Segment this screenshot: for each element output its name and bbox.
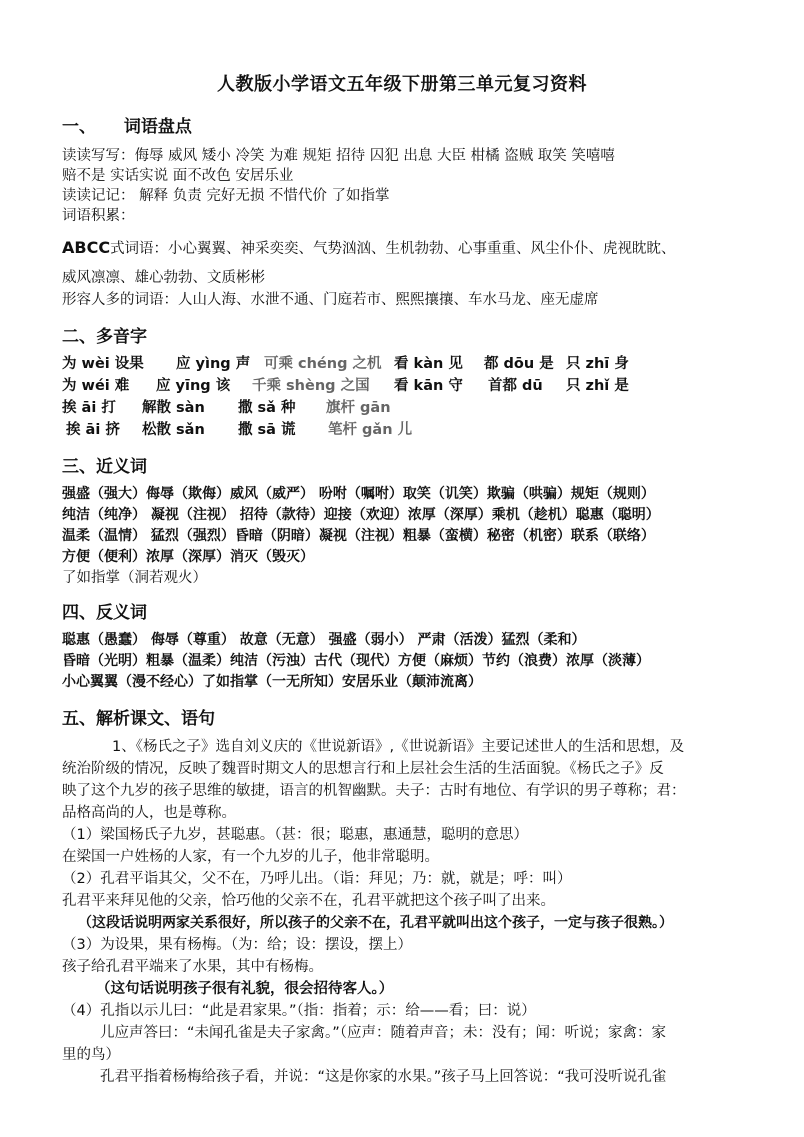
polyphone: 只 zhǐ 是 <box>566 378 629 394</box>
sec5-para-line-2: 统治阶级的情况，反映了魏晋时期文人的思想言行和上层社会生活的生活面貌。《杨氏之子》反 <box>62 761 664 777</box>
sec1-line-3: 读读记记： 解释 负责 完好无损 不惜代价 了如指掌 <box>62 188 390 204</box>
sec5-para-line-1: 1、《杨氏之子》选自刘义庆的《世说新语》,《世说新语》主要记述世人的生活和思想，及 <box>112 739 685 755</box>
sec5-note-2: （这句话说明孩子很有礼貌，很会招待客人。） <box>96 981 394 997</box>
section-1-number: 一、 <box>62 117 96 137</box>
polyphone: 首都 dū <box>488 378 543 394</box>
polyphone-row-4 <box>66 420 412 440</box>
sec5-para-line-4: 品格高尚的人，也是尊称。 <box>62 805 236 821</box>
section-1-title: 词语盘点 <box>123 117 192 137</box>
sec1-line-2: 赔不是 实话实说 面不改色 安居乐业 <box>62 168 294 184</box>
section-3-heading: 三、近义词 <box>62 457 147 477</box>
polyphone: 笔杆 gǎn 儿 <box>328 422 413 438</box>
sec4-line-1: 聪惠（愚蠢） 侮辱（尊重） 故意（无意） 强盛（弱小） 严肃（活泼）猛烈（柔和） <box>62 632 586 648</box>
sec3-line-1: 强盛（强大）侮辱（欺侮）威风（威严） 吩咐（嘱咐）取笑（讥笑）欺骗（哄骗）规矩（规则） <box>62 486 655 502</box>
polyphone-row-2 <box>62 376 629 396</box>
polyphone: 看 kān 守 <box>394 378 463 394</box>
polyphone: 只 zhī 身 <box>566 356 629 372</box>
polyphone: 应 yīng 该 <box>156 378 231 394</box>
sec1-line-1: 读读写写：侮辱 威风 矮小 冷笑 为难 规矩 招待 囚犯 出息 大臣 柑橘 盗贼 取笑 笑嘻嘻 <box>62 148 615 164</box>
polyphone: 解散 sàn <box>142 400 205 416</box>
section-5-heading: 五、解析课文、语句 <box>62 709 215 729</box>
sec1-line-7: 形容人多的词语：人山人海、水泄不通、门庭若市、熙熙攘攘、车水马龙、座无虚席 <box>62 292 599 308</box>
sec1-line-4: 词语积累： <box>62 208 135 224</box>
polyphone: 可乘 chéng 之机 <box>264 356 382 372</box>
section-1-heading <box>62 112 192 137</box>
polyphone: 旗杆 gān <box>326 400 391 416</box>
sec4-line-2: 昏暗（光明）粗暴（温柔）纯洁（污浊）古代（现代）方便（麻烦）节约（浪费）浓厚（淡薄） <box>62 653 650 669</box>
sec5-line-13: （4）孔指以示儿曰：“此是君家果。”（指：指着；示：给——看；曰：说） <box>62 1003 536 1019</box>
sec4-line-3: 小心翼翼（漫不经心）了如指掌（一无所知）安居乐业（颠沛流离） <box>62 674 482 690</box>
section-4-heading: 四、反义词 <box>62 603 147 623</box>
polyphone: 都 dōu 是 <box>484 356 554 372</box>
abcc-words: 式词语：小心翼翼、神采奕奕、气势汹汹、生机勃勃、心事重重、风尘仆仆、虎视眈眈、 <box>110 241 676 257</box>
sec3-line-4: 方便（便利）浓厚（深厚）消灭（毁灭） <box>62 549 314 565</box>
polyphone-row-3 <box>62 398 391 418</box>
polyphone: 撒 sā 谎 <box>238 422 296 438</box>
polyphone: 挨 āi 挤 <box>66 422 120 438</box>
abcc-label: ABCC <box>62 238 111 257</box>
sec3-line-2: 纯洁（纯净） 凝视（注视） 招待（款待）迎接（欢迎）浓厚（深厚）乘机（趁机）聪惠（聪明） <box>62 507 660 523</box>
sec5-line-11: 孩子给孔君平端来了水果，其中有杨梅。 <box>62 959 323 975</box>
polyphone: 应 yìng 声 <box>176 356 251 372</box>
polyphone: 松散 sǎn <box>142 422 205 438</box>
sec5-line-7: （2）孔君平诣其父，父不在，乃呼儿出。（诣：拜见；乃：就，就是；呼：叫） <box>62 871 572 887</box>
polyphone: 挨 āi 打 <box>62 400 116 416</box>
page-title: 人教版小学语文五年级下册第三单元复习资料 <box>217 74 587 95</box>
sec5-line-10: （3）为设果，果有杨梅。（为：给；设：摆设，摆上） <box>62 937 412 953</box>
sec1-line-6: 威风凛凛、雄心勃勃、文质彬彬 <box>62 270 265 286</box>
section-2-heading: 二、多音字 <box>62 327 147 347</box>
sec5-line-6: 在梁国一户姓杨的人家，有一个九岁的儿子，他非常聪明。 <box>62 849 439 865</box>
sec5-para-line-3: 映了这个九岁的孩子思维的敏捷，语言的机智幽默。夫子：古时有地位、有学识的男子尊称；君： <box>62 783 686 799</box>
polyphone-row-1 <box>62 354 629 374</box>
sec5-line-8: 孔君平来拜见他的父亲，恰巧他的父亲不在，孔君平就把这个孩子叫了出来。 <box>62 893 555 909</box>
sec3-line-5: 了如指掌（洞若观火） <box>62 570 207 586</box>
sec5-line-5: （1）梁国杨氏子九岁，甚聪惠。（甚：很；聪惠，惠通慧，聪明的意思） <box>62 827 528 843</box>
polyphone: 为 wèi 设果 <box>62 356 144 372</box>
sec3-line-3: 温柔（温情） 猛烈（强烈）昏暗（阴暗）凝视（注视）粗暴（蛮横）秘密（机密）联系（联络） <box>62 528 655 544</box>
polyphone: 为 wéi 难 <box>62 378 130 394</box>
sec1-line-5 <box>62 238 676 259</box>
sec5-line-16: 孔君平指着杨梅给孩子看，并说：“这是你家的水果。”孩子马上回答说：“我可没听说孔雀 <box>100 1069 667 1085</box>
polyphone: 撒 sǎ 种 <box>238 400 296 416</box>
sec5-line-15: 里的鸟） <box>62 1047 120 1063</box>
polyphone: 千乘 shèng 之国 <box>252 378 370 394</box>
polyphone: 看 kàn 见 <box>394 356 463 372</box>
sec5-line-14: 儿应声答曰：“未闻孔雀是夫子家禽。”（应声：随着声音；未：没有；闻：听说；家禽：家 <box>100 1025 667 1041</box>
sec5-note-1: （这段话说明两家关系很好，所以孩子的父亲不在，孔君平就叫出这个孩子，一定与孩子很熟。） <box>78 915 673 931</box>
